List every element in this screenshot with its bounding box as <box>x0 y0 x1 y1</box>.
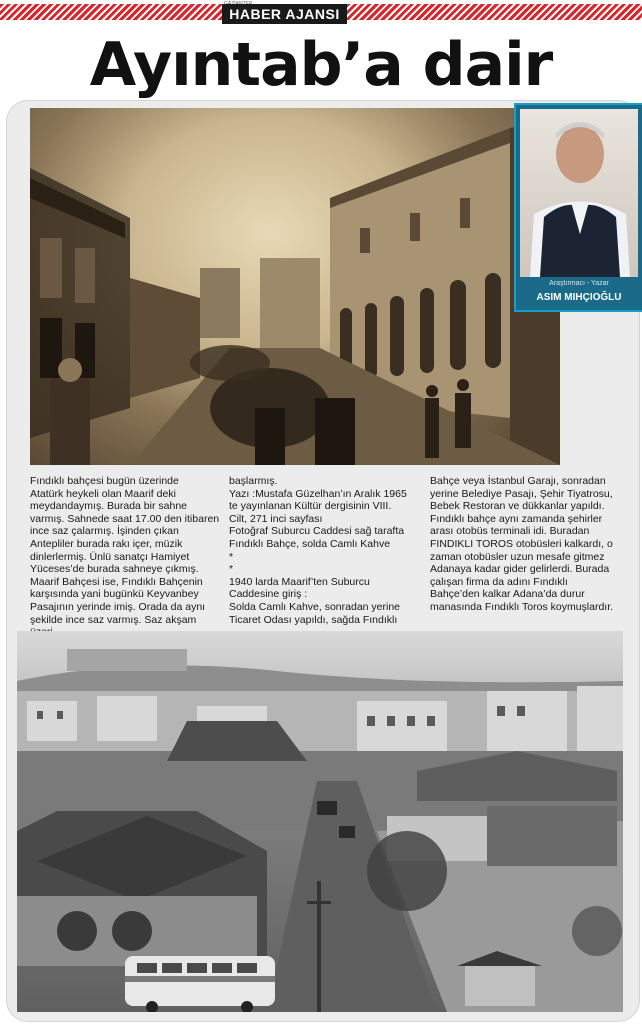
agency-logo: HABER AJANSI <box>222 4 347 24</box>
article-column-2: başlarmış. Yazı :Mustafa Güzelhan’ın Aralık 1965 te yayınlanan Kültür dergisinin VIII. Cilt, 271 inci sayfası Fotoğraf Suburcu Caddesi sağ tarafta Fındıklı Bahçe, solda Camlı Kahve * * 1940 larda Maarif’ten Suburcu Caddesine giriş : Solda Camlı Kahve, sonradan yerine Ticaret Odası yapıldı, sağda Fındıklı <box>229 475 407 626</box>
historic-city-panorama-photo <box>17 631 623 1012</box>
historic-street-photo <box>30 108 560 465</box>
page-title: Ayıntab’a dair <box>89 30 553 100</box>
author-portrait <box>520 109 638 277</box>
author-role: Araştırmacı - Yazar <box>549 280 609 287</box>
article-column-1: Fındıklı bahçesi bugün üzerinde Atatürk heykeli olan Maarif deki meydandaymış. Burada bir sahne varmış. Sahnede saat 17.00 den itibaren ince saz çalarmış. İşinden çıkan Antepliler burada rakı içer, müzik dinlerlermiş. Ünlü sanatçı Hamiyet Yüceses’de burada sahneye çıkmış. Maarif Bahçesi ise, Fındıklı Bahçenin karşısında yani bugünkü Keyvanbey Pasajının yerinde imiş. Orada da aynı şekilde ince saz varmış. Saz akşam <box>30 475 220 626</box>
author-name: ASIM MIHÇIOĞLU <box>536 292 622 303</box>
article-column-3: Bahçe veya İstanbul Garajı, sonradan yerine Belediye Pasajı, Şehir Tiyatrosu, Bebek Restoran ve dükkanlar yapıldı. Fındıklı bahçe aynı zamanda şehirler arası otobüs terminali idi. Buradan FINDIKLI TOROS otobüsleri kalkardı, o zaman otobüsler uzun mesafe gitmez Adanaya kadar gider gelirlerdi. Burada çalışan firma da adını Fındıklı Bahçe’den kalkar Adana’da durur manasında Fındıklı Toros koymuşlardır. <box>430 475 614 613</box>
author-card <box>514 103 642 312</box>
